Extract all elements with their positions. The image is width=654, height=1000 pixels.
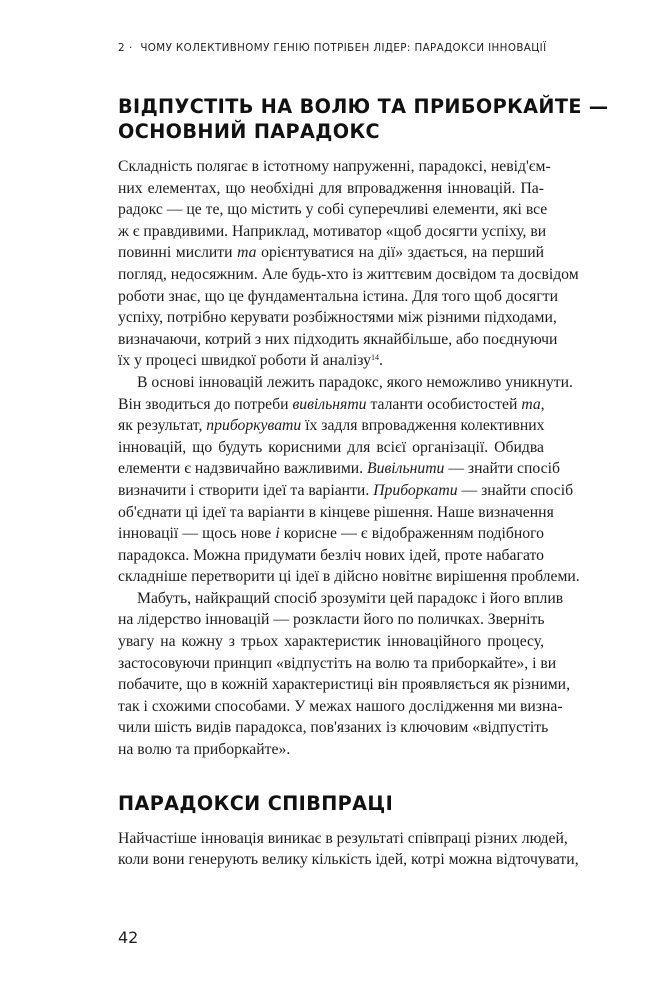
emphasis: та,	[521, 395, 545, 413]
section-heading-main	[118, 94, 609, 144]
text-run: як результат,	[118, 417, 207, 435]
text-line: на лідерство інновацій — розкласти його по поличках. Зверніть	[118, 611, 545, 629]
text-line: об'єднати ці ідеї та варіанти в кінцеве рішення. Наше визначення	[118, 503, 554, 521]
chapter-title: ЧОМУ КОЛЕКТИВНОМУ ГЕНІЮ ПОТРІБЕН ЛІДЕР: ПАРАДОКСИ ІННОВАЦІЇ	[140, 42, 547, 54]
text-line	[118, 523, 544, 545]
text-line: погляд, недосяжним. Але будь-хто із життєвим досвідом та досвідом	[118, 265, 579, 283]
heading-line: ОСНОВНИЙ ПАРАДОКС	[118, 120, 381, 143]
text-line: В основі інновацій лежить парадокс, якого неможливо уникнути.	[137, 373, 573, 391]
text-line: застосовуючи принцип «відпустіть на волю та приборкайте», і ви	[118, 654, 557, 672]
text-line	[118, 350, 544, 372]
section-heading-collaboration	[118, 791, 544, 816]
paragraph	[118, 588, 570, 761]
text-line: радокс — це те, що містить у собі суперечливі елементи, які все	[118, 201, 548, 219]
text-run: ж є правдивими. Наприклад, мотиватор «щоб досягти успіху, ви	[118, 222, 547, 240]
section-body	[118, 156, 580, 761]
emphasis: вивільняти	[292, 395, 367, 413]
text-line: побачите, що в кожній характеристиці він проявляється як різними,	[118, 676, 570, 694]
text-line: роботи знає, що це фундаментальна істина. Для того щоб досягти	[118, 287, 559, 305]
text-run: .	[378, 352, 383, 370]
text-line: Найчастіше інновація виникає в результаті співпраці різних людей,	[118, 829, 568, 847]
text-run: Він зводиться до потреби	[118, 395, 293, 413]
section-body	[118, 828, 579, 871]
paragraph	[118, 372, 580, 588]
heading-line: ВІДПУСТІТЬ НА ВОЛЮ ТА ПРИБОРКАЙТЕ —	[118, 95, 609, 118]
emphasis: Приборкати	[373, 481, 458, 499]
text-run: повинні мислити	[118, 244, 238, 262]
text-line: на волю та приборкайте».	[118, 741, 291, 759]
page-number: 42	[118, 928, 139, 947]
paragraph	[118, 156, 579, 372]
text-line: увагу на кожну з трьох характеристик інноваційного процесу,	[118, 633, 544, 651]
text-line: чили шість видів парадокса, пов'язаних із ключовим «відпустіть	[118, 719, 549, 737]
heading-line: ПАРАДОКСИ СПІВПРАЦІ	[118, 791, 394, 815]
text-line	[118, 394, 544, 416]
text-line: парадокса. Можна придумати безліч нових ідей, проте набагато	[118, 546, 544, 564]
text-line	[118, 242, 544, 264]
text-run: інновації — щось нове	[118, 525, 276, 543]
text-run: орієнтуватися на дії» здається, на перший	[256, 244, 545, 262]
header-separator: ·	[128, 42, 133, 54]
text-line: інновацій, що будуть корисними для всієї організації. Обидва	[118, 438, 544, 456]
text-run: корисне — є відображенням подібного	[279, 525, 544, 543]
text-line: так і схожими способами. У межах нашого дослідження ми визна-	[118, 697, 563, 715]
text-line: Мабуть, найкращий спосіб зрозуміти цей парадокс і його вплив	[137, 589, 564, 607]
text-line	[118, 480, 574, 502]
page-content	[118, 94, 609, 871]
text-line: визначаючи, котрий з них підходить якнайбільше, або поєднуючи	[118, 330, 558, 348]
text-run: — знайти спосіб	[444, 460, 560, 478]
paragraph	[118, 828, 579, 871]
text-run: елементи є надзвичайно важливими.	[118, 460, 368, 478]
text-run: таланти особистостей	[366, 395, 522, 413]
text-line: них елементах, що необхідні для впровадження інновацій. Па-	[118, 179, 544, 197]
text-run: визначити і створити ідеї та варіанти.	[118, 481, 374, 499]
text-line	[118, 221, 547, 243]
text-line	[118, 415, 544, 437]
text-line: успіху, потрібно керувати розбіжностями між різними підходами,	[118, 309, 557, 327]
text-run: їх задля впровадження колективних	[301, 417, 545, 435]
emphasis: і	[275, 525, 280, 543]
emphasis: та	[237, 244, 257, 262]
text-line: коли вони генерують велику кількість ідей, котрі можна відточувати,	[118, 851, 579, 869]
text-run: — знайти спосіб	[457, 481, 574, 499]
text-run: їх у процесі швидкої роботи й аналізу	[118, 352, 371, 370]
emphasis: приборкувати	[206, 417, 302, 435]
text-line	[118, 458, 560, 480]
text-line: Складність полягає в істотному напруженні, парадоксі, невід'єм-	[118, 158, 551, 175]
text-line: складніше перетворити ці ідеї в дійсно новітнє вирішення проблеми.	[118, 568, 580, 586]
footnote-ref: 14	[370, 353, 379, 363]
chapter-number: 2	[118, 42, 125, 54]
running-header	[118, 42, 547, 54]
emphasis: Вивільнити	[367, 460, 445, 478]
